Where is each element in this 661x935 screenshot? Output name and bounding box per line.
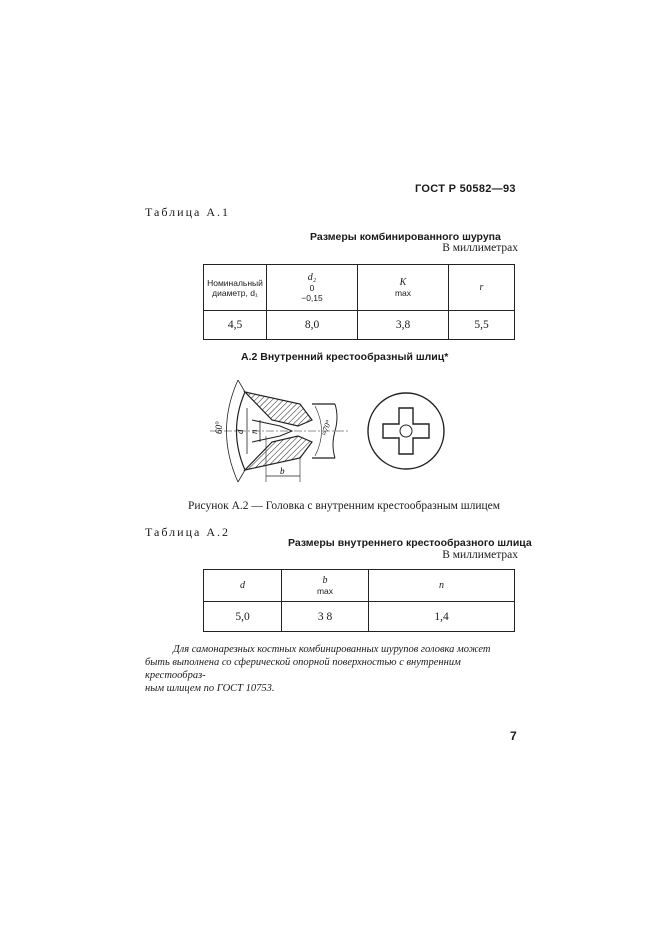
head-circle <box>368 393 444 469</box>
angle-label: 60° <box>214 421 224 434</box>
table1-title: Размеры комбинированного шурупа <box>310 231 501 243</box>
table1-cell: 4,5 <box>204 311 267 340</box>
footnote-line-1: Для самонарезных костных комбинированных шурупов головка может <box>173 644 491 655</box>
table1-cell: 8,0 <box>267 311 358 340</box>
angle2-label: ≈70° <box>319 418 334 437</box>
footnote-line-2: быть выполнена со сферической опорной поверхностью с внутренним крестообраз- <box>145 657 461 681</box>
angle-leader-top <box>238 380 245 392</box>
table2-cell: 1,4 <box>369 602 515 632</box>
table1-units: В миллиметрах <box>442 242 518 254</box>
angle-leader-bottom <box>238 470 245 482</box>
standard-number: ГОСТ Р 50582—93 <box>415 183 516 195</box>
table2-header-n: n <box>369 570 515 602</box>
section-title: А.2 Внутренний крестообразный шлиц* <box>241 351 449 363</box>
table1-cell: 5,5 <box>449 311 515 340</box>
table1-header-k-max: K max <box>358 265 449 311</box>
table2 <box>203 569 515 632</box>
center-circle <box>400 425 412 437</box>
side-section-view <box>210 380 350 482</box>
b-label: b <box>280 466 285 476</box>
top-view <box>368 393 444 469</box>
table1-header-row <box>204 265 515 311</box>
table-row <box>204 311 515 340</box>
d-label: d <box>235 429 245 434</box>
footnote <box>145 643 520 695</box>
table2-units: В миллиметрах <box>442 549 518 561</box>
table2-label: Таблица А.2 <box>145 525 230 539</box>
table2-header-b-max: b max <box>282 570 369 602</box>
cross-slot <box>383 408 429 454</box>
table1-label: Таблица А.1 <box>145 205 230 219</box>
table1-header-d2: d₂ 0 −0,15 <box>267 265 358 311</box>
table1-cell: 3,8 <box>358 311 449 340</box>
table2-title: Размеры внутреннего крестообразного шлица <box>288 537 532 549</box>
table-row <box>204 602 515 632</box>
table2-header-row <box>204 570 515 602</box>
table1-header-r: r <box>449 265 515 311</box>
table2-cell: 5,0 <box>204 602 282 632</box>
table1-header-nominal-diameter: Номинальный диаметр, d₁ <box>204 265 267 311</box>
page-number: 7 <box>510 729 517 743</box>
table2-cell: 3 8 <box>282 602 369 632</box>
figure-caption: Рисунок А.2 — Головка с внутренним крестообразным шлицем <box>188 500 501 512</box>
slot-head-figure <box>200 370 480 490</box>
table1 <box>203 264 515 340</box>
table2-header-d: d <box>204 570 282 602</box>
footnote-line-3: ным шлицем по ГОСТ 10753. <box>145 683 275 694</box>
n-label: n <box>249 429 259 434</box>
